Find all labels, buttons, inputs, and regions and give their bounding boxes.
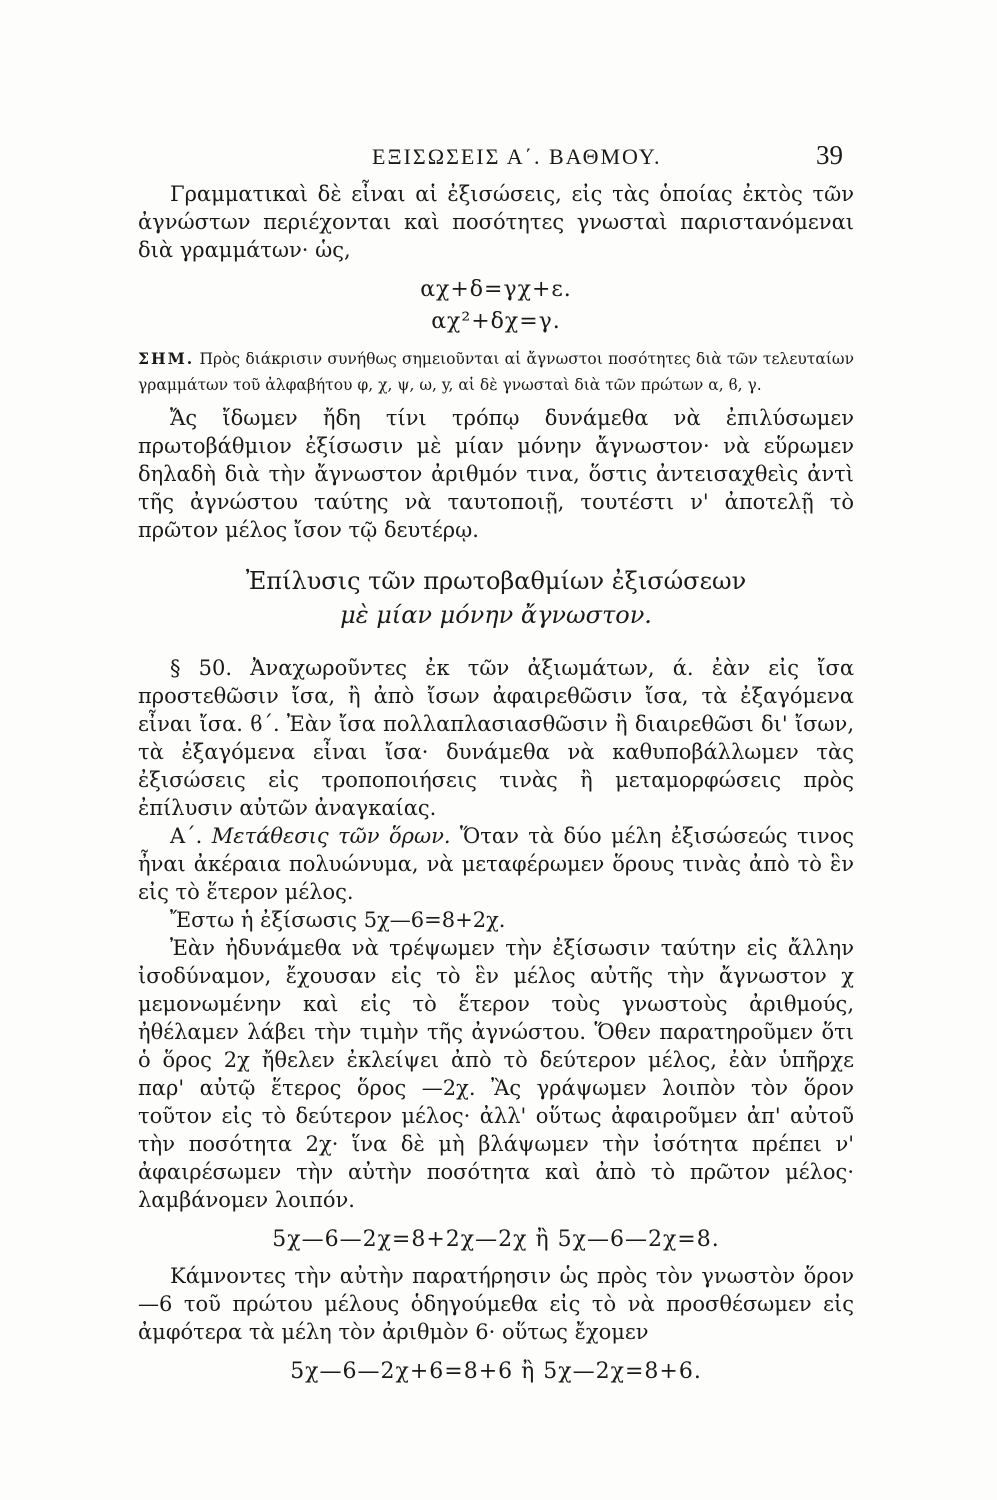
note-text: Πρὸς διάκρισιν συνήθως σημειοῦνται αἱ ἄγνωστοι ποσότητες διὰ τῶν τελευταίων γραμμάτων τοῦ ἀλφαβήτου φ, χ, ψ, ω, y, αἱ δὲ γνωσταὶ διὰ τῶν πρώτων α, ϐ, γ. [138, 350, 854, 394]
formula-step-1: 5χ—6—2χ=8+2χ—2χ ἢ 5χ—6—2χ=8. [272, 1227, 720, 1252]
page-number: 39 [816, 140, 843, 170]
paragraph-intro-solving: Ἄς ἴδωμεν ἤδη τίνι τρόπῳ δυνάμεθα νὰ ἐπιλύσωμεν πρωτοβάθμιον ἐξίσωσιν μὲ μίαν μόνην ἄγνωστον· νὰ εὕρωμεν δηλαδὴ διὰ τὴν ἄγνωστον ἀριθμόν τινα, ὅστις ἀντεισαχθεὶς ἀντὶ τῆς ἀγνώστου ταύτης νὰ ταυτοποιῇ, τουτέστι ν' ἀποτελῇ τὸ πρῶτον μέλος ἴσον τῷ δευτέρῳ. [138, 406, 854, 542]
subsection-title: Μετάθεσις τῶν ὅρων. [211, 824, 451, 848]
paragraph-constant-term: Κάμνοντες τὴν αὐτὴν παρατήρησιν ὡς πρὸς τὸν γνωστὸν ὅρον —6 τοῦ πρώτου μέλους ὁδηγούμεθα εἰς τὸ νὰ προσθέσωμεν εἰς ἀμφότερα τὰ μέλη τὸν ἀριθμὸν 6· οὕτως ἔχομεν [138, 1264, 854, 1344]
paragraph-explanation: Ἐὰν ἠδυνάμεθα νὰ τρέψωμεν τὴν ἐξίσωσιν ταύτην εἰς ἄλλην ἰσοδύναμον, ἔχουσαν εἰς τὸ ἓν μέλος αὐτῆς τὴν ἄγνωστον χ μεμονωμένην καὶ εἰς τὸ ἕτερον τοὺς γνωστοὺς ἀριθμούς, ἠθέλαμεν λάβει τὴν τιμὴν τῆς ἀγνώστου. Ὅθεν παρατηροῦμεν ὅτι ὁ ὅρος 2χ ἤθελεν ἐκλείψει ἀπὸ τὸ δεύτερον μέλος, ἐὰν ὑπῆρχε παρ' αὐτῷ ἕτερος ὅρος —2χ. Ἂς γράψωμεν λοιπὸν τὸν ὅρον τοῦτον εἰς τὸ δεύτερον μέλος· ἀλλ' οὕτως ἀφαιροῦμεν ἀπ' αὐτοῦ τὴν ποσότητα 2χ· ἵνα δὲ μὴ βλάψωμεν τὴν ἰσότητα πρέπει ν' ἀφαιρέσωμεν τὴν αὐτὴν ποσότητα καὶ ἀπὸ τὸ πρῶτον μέλος· λαμβάνομεν λοιπόν. [138, 936, 854, 1212]
subsection-label: Α΄. [170, 824, 203, 848]
section-heading [138, 564, 854, 632]
formula-quadratic-example: αχ²+δχ=γ. [431, 309, 561, 334]
running-header [0, 140, 997, 176]
page-body [138, 180, 854, 1388]
footnote-remark [138, 346, 854, 398]
heading-line-1: Ἐπίλυσις τῶν πρωτοβαθμίων ἐξισώσεων [245, 567, 747, 595]
paragraph-literal-equations: Γραμματικαὶ δὲ εἶναι αἱ ἐξισώσεις, εἰς τὰς ὁποίας ἐκτὸς τῶν ἀγνώστων περιέχονται καὶ ποσότητες γνωσταὶ παριστανόμεναι διὰ γραμμάτων· ὡς, [138, 182, 854, 262]
formula-step-2: 5χ—6—2χ+6=8+6 ἢ 5χ—2χ=8+6. [290, 1359, 702, 1384]
subsection-text: Ὅταν τὰ δύο μέλη ἐξισώσεώς τινος ἦναι ἀκέραια πολυώνυμα, νὰ μεταφέρωμεν ὅρους τινὰς ἀπὸ τὸ ἓν εἰς τὸ ἕτερον μέλος. [138, 824, 854, 904]
heading-line-2: μὲ μίαν μόνην ἄγνωστον. [340, 601, 652, 629]
paragraph-example-equation: Ἔστω ἡ ἐξίσωσις 5χ—6=8+2χ. [170, 908, 506, 932]
paragraph-section-50: § 50. Ἀναχωροῦντες ἐκ τῶν ἀξιωμάτων, ά. ἐὰν εἰς ἴσα προστεθῶσιν ἴσα, ἢ ἀπὸ ἴσων ἀφαιρεθῶσιν ἴσα, τὰ ἐξαγόμενα εἶναι ἴσα. ϐ΄. Ἐὰν ἴσα πολλαπλασιασθῶσιν ἢ διαιρεθῶσι δι' ἴσων, τὰ ἐξαγόμενα εἶναι ἴσα· δυνάμεθα νὰ καθυποβάλλωμεν τὰς ἐξισώσεις εἰς τροποποιήσεις τινὰς ἢ μεταμορφώσεις πρὸς ἐπίλυσιν αὐτῶν ἀναγκαίας. [138, 656, 854, 820]
note-label: ΣΗΜ. [138, 349, 195, 368]
chapter-title: ΕΞΙΣΩΣΕΙΣ Α΄. ΒΑΘΜΟΥ. [372, 144, 662, 169]
paragraph-transposition [138, 822, 854, 906]
formula-linear-example: αχ+δ=γχ+ε. [420, 277, 572, 302]
